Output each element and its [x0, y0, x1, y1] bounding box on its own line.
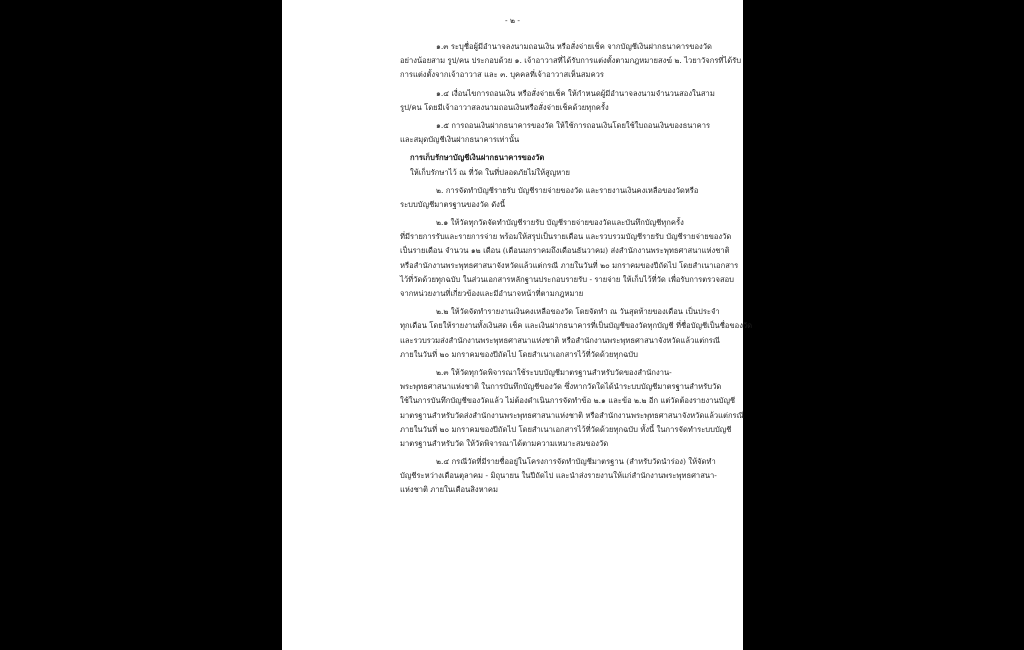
text-line: พระพุทธศาสนาแห่งชาติ ในการบันทึกบัญชีของวัด ซึ่งหากวัดใดได้นำระบบบัญชีมาตรฐานสำหรับวัด: [400, 382, 722, 392]
text-line: ๑.๔ เงื่อนไขการถอนเงิน หรือสั่งจ่ายเช็ค ให้กำหนดผู้มีอำนาจลงนามจำนวนสองในสาม: [436, 88, 715, 98]
para-2-3: [400, 366, 744, 451]
text-line: มาตรฐานสำหรับวัดส่งสำนักงานพระพุทธศาสนาแห่งชาติ หรือสำนักงานพระพุทธศาสนาจังหวัดแล้วแต่กรณี: [400, 410, 744, 420]
text-line: ๒.๑ ให้วัดทุกวัดจัดทำบัญชีรายรับ บัญชีรายจ่ายของวัดและบันทึกบัญชีทุกครั้ง: [436, 218, 684, 228]
para-2-4: [400, 455, 717, 498]
text-line: รูป/คน โดยมีเจ้าอาวาสลงนามถอนเงินหรือสั่งจ่ายเช็คด้วยทุกครั้ง: [400, 102, 609, 112]
document-body: [400, 40, 753, 502]
text-line: ใช้ในการบันทึกบัญชีของวัดแล้ว ไม่ต้องดำเนินการจัดทำข้อ ๒.๑ และข้อ ๒.๒ อีก แต่วัดต้องรายงานบัญชี: [400, 396, 736, 406]
text-line: ทุกเดือน โดยให้รายงานทั้งเงินสด เช็ค และเงินฝากธนาคารที่เป็นบัญชีของวัดทุกบัญชี ที่ชื่อบัญชีเป็นชื่อของวัด: [400, 321, 753, 331]
text-line: ภายในวันที่ ๒๐ มกราคมของปีถัดไป โดยสำเนาเอกสารไว้ที่วัดด้วยทุกฉบับ: [400, 349, 638, 359]
text-line: จากหน่วยงานที่เกี่ยวข้องและมีอำนาจหน้าที่ตามกฎหมาย: [400, 289, 584, 298]
text-line: ๒. การจัดทำบัญชีรายรับ บัญชีรายจ่ายของวัด และรายงานเงินคงเหลือของวัดหรือ: [436, 185, 699, 195]
text-line: ระบบบัญชีมาตรฐานของวัด ดังนี้: [400, 199, 506, 209]
text-line: ๑.๕ การถอนเงินฝากธนาคารของวัด ให้ใช้การถอนเงินโดยใช้ใบถอนเงินของธนาคาร: [436, 120, 711, 130]
text-line: แห่งชาติ ภายในเดือนสิงหาคม: [400, 485, 498, 495]
text-line: ๒.๔ กรณีวัดที่มีรายชื่ออยู่ในโครงการจัดทำบัญชีมาตรฐาน (สำหรับวัดนำร่อง) ให้จัดทำ: [436, 457, 716, 467]
text-line: ๑.๓ ระบุชื่อผู้มีอำนาจลงนามถอนเงิน หรือสั่งจ่ายเช็ค จากบัญชีเงินฝากธนาคารของวัด: [436, 42, 712, 51]
para-2: [400, 184, 699, 212]
para-2-1: [400, 216, 739, 301]
text-line: บัญชีระหว่างเดือนตุลาคม - มิถุนายน ในปีถัดไป และนำส่งรายงานให้แก่สำนักงานพระพุทธศาสนา-: [400, 471, 717, 481]
text-line: และสมุดบัญชีเงินฝากธนาคารเท่านั้น: [400, 135, 520, 145]
text-line: ให้เก็บรักษาไว้ ณ ที่วัด ในที่ปลอดภัยไม่ให้สูญหาย: [410, 167, 570, 177]
document-page: [282, 0, 753, 650]
text-line: เป็นรายเดือน จำนวน ๑๒ เดือน (เดือนมกราคมถึงเดือนธันวาคม) ส่งสำนักงานพระพุทธศาสนาแห่งชาติ: [400, 246, 730, 256]
text-line: อย่างน้อยสาม รูป/คน ประกอบด้วย ๑. เจ้าอาวาสที่ได้รับการแต่งตั้งตามกฎหมายสงฆ์ ๒. ไวยาวัจกรที่ได้รับ: [400, 56, 742, 66]
para-1-3: [400, 40, 742, 83]
page-number: - ๒ -: [505, 16, 520, 25]
text-line: และรวบรวมส่งสำนักงานพระพุทธศาสนาแห่งชาติ หรือสำนักงานพระพุทธศาสนาจังหวัดแล้วแต่กรณี: [400, 335, 720, 345]
text-line: มาตรฐานสำหรับวัด ให้วัดพิจารณาได้ตามความเหมาะสมของวัด: [400, 438, 609, 448]
text-line: ไว้ที่วัดด้วยทุกฉบับ ในส่วนเอกสารหลักฐานประกอบรายรับ - รายจ่าย ให้เก็บไว้ที่วัด เพื่อรับการตรวจสอบ: [400, 274, 734, 284]
text-line: การแต่งตั้งจากเจ้าอาวาส และ ๓. บุคคลที่เจ้าอาวาสเห็นสมควร: [400, 70, 604, 80]
text-line: ๒.๒ ให้วัดจัดทำรายงานเงินคงเหลือของวัด โดยจัดทำ ณ วันสุดท้ายของเดือน เป็นประจำ: [436, 307, 720, 317]
para-2-2: [400, 305, 753, 362]
text-line: ภายในวันที่ ๒๐ มกราคมของปีถัดไป โดยสำเนาเอกสารไว้ที่วัดด้วยทุกฉบับ ทั้งนี้ ในการจัดทำระบบบัญชี: [400, 424, 732, 434]
text-line: หรือสำนักงานพระพุทธศาสนาจังหวัดแล้วแต่กรณี ภายในวันที่ ๒๐ มกราคมของปีถัดไป โดยสำเนาเอกสาร: [400, 260, 739, 270]
text-line: ที่มีรายการรับและรายการจ่าย พร้อมให้สรุปเป็นรายเดือน และรวบรวมบัญชีรายรับ บัญชีรายจ่ายของวัด: [400, 232, 732, 242]
heading-safekeeping: [400, 151, 692, 179]
section-heading: การเก็บรักษาบัญชีเงินฝากธนาคารของวัด: [410, 153, 545, 163]
text-line: ๒.๓ ให้วัดทุกวัดพิจารณาใช้ระบบบัญชีมาตรฐานสำหรับวัดของสำนักงาน-: [436, 367, 672, 377]
para-1-4: [400, 87, 715, 115]
para-1-5: [400, 119, 711, 147]
